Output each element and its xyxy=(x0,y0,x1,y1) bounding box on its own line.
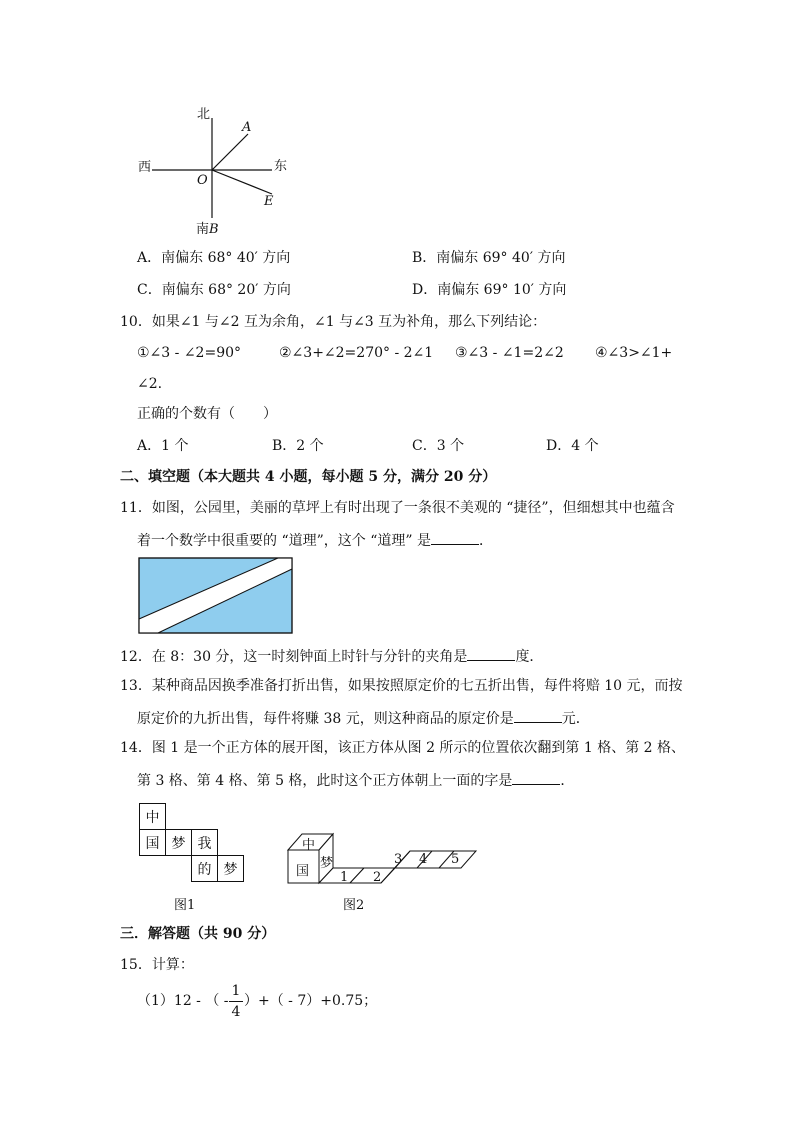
q9-option-b: B．南偏东 69° 40′ 方向 xyxy=(412,250,566,266)
q13-line2: 原定价的九折出售，每件将赚 38 元，则这种商品的原定价是 元． xyxy=(137,711,590,727)
q10-option-d: D．4 个 xyxy=(546,438,599,454)
q9-option-d: D．南偏东 69° 10′ 方向 xyxy=(412,282,567,298)
q15-frac-den: 4 xyxy=(231,1004,241,1020)
q15-stem: 15．计算： xyxy=(120,957,194,973)
fig2-step-3: 3 xyxy=(394,852,403,867)
compass-point-a: A xyxy=(242,120,252,135)
section3-title: 三．解答题（共 90 分） xyxy=(120,926,276,942)
compass-point-o: O xyxy=(197,173,208,188)
q14-line2: 第 3 格、第 4 格、第 5 格，此时这个正方体朝上一面的字是 ． xyxy=(137,773,575,789)
q10-ask: 正确的个数有（ ） xyxy=(137,406,277,422)
lawn-figure xyxy=(138,557,294,635)
fig2-step-1: 1 xyxy=(340,870,349,885)
q15-part1-b: ）+（ - 7）+0.75； xyxy=(244,993,378,1009)
q10-statement-2: ②∠3+∠2=270° - 2∠1 xyxy=(279,345,434,361)
q10-option-a: A．1 个 xyxy=(137,438,189,454)
net-cell: 中 xyxy=(139,803,166,830)
fig2-step-4: 4 xyxy=(419,852,428,867)
net-cell: 国 xyxy=(139,829,166,856)
section2-title: 二、填空题（本大题共 4 小题，每小题 5 分，满分 20 分） xyxy=(120,469,497,485)
compass-east-label: 东 xyxy=(274,159,288,174)
fig2-step-5: 5 xyxy=(451,852,460,867)
net-cell: 梦 xyxy=(217,855,244,882)
net-cell: 的 xyxy=(191,855,218,882)
fig2-front-face: 国 xyxy=(296,864,310,879)
q15-part1-a: （1）12 - （ - xyxy=(137,993,229,1009)
net-cell: 梦 xyxy=(165,829,192,856)
q10-option-c: C．3 个 xyxy=(412,438,465,454)
q10-option-b: B．2 个 xyxy=(272,438,324,454)
fig2-side-face: 梦 xyxy=(320,856,334,871)
fig2-top-face: 中 xyxy=(302,838,316,853)
fig2-caption: 图2 xyxy=(343,898,365,913)
q10-stem: 10．如果∠1 与∠2 互为余角，∠1 与∠3 互为补角，那么下列结论： xyxy=(120,314,547,330)
q11-line2: 着一个数学中很重要的 “道理”，这个 “道理” 是 ． xyxy=(137,533,493,549)
q9-option-c: C．南偏东 68° 20′ 方向 xyxy=(137,282,291,298)
q13-answer-blank[interactable] xyxy=(514,710,562,723)
q10-continuation: ∠2. xyxy=(137,376,163,392)
net-cell: 我 xyxy=(191,829,218,856)
compass-north-label: 北 xyxy=(197,107,211,122)
q10-statement-3: ③∠3 - ∠1=2∠2 xyxy=(455,345,564,361)
compass-west-label: 西 xyxy=(138,160,152,175)
q14-answer-blank[interactable] xyxy=(512,772,560,785)
q12-text: 12．在 8：30 分，这一时刻钟面上时针与分针的夹角是 度． xyxy=(120,649,544,665)
fig1-caption: 图1 xyxy=(174,898,196,913)
compass-south-label: 南B xyxy=(196,222,219,237)
q11-answer-blank[interactable] xyxy=(431,532,479,545)
q10-statement-1: ①∠3 - ∠2=90° xyxy=(137,345,242,361)
compass-point-e: E xyxy=(264,194,274,209)
q15-frac-num: 1 xyxy=(231,983,241,999)
q9-option-a: A．南偏东 68° 40′ 方向 xyxy=(137,250,291,266)
q14-line1: 14．图 1 是一个正方体的展开图，该正方体从图 2 所示的位置依次翻到第 1 格、第 2 格、 xyxy=(120,740,686,756)
q13-line1: 13．某种商品因换季准备打折出售，如果按照原定价的七五折出售，每件将赔 10 元，而按 xyxy=(120,678,683,694)
q10-statement-4: ④∠3>∠1+ xyxy=(595,345,673,361)
q15-frac-bar xyxy=(229,1001,243,1002)
q12-answer-blank[interactable] xyxy=(467,648,515,661)
q11-line1: 11．如图，公园里，美丽的草坪上有时出现了一条很不美观的 “捷径”，但细想其中也蕴含 xyxy=(120,500,675,516)
fig2-step-2: 2 xyxy=(373,870,382,885)
